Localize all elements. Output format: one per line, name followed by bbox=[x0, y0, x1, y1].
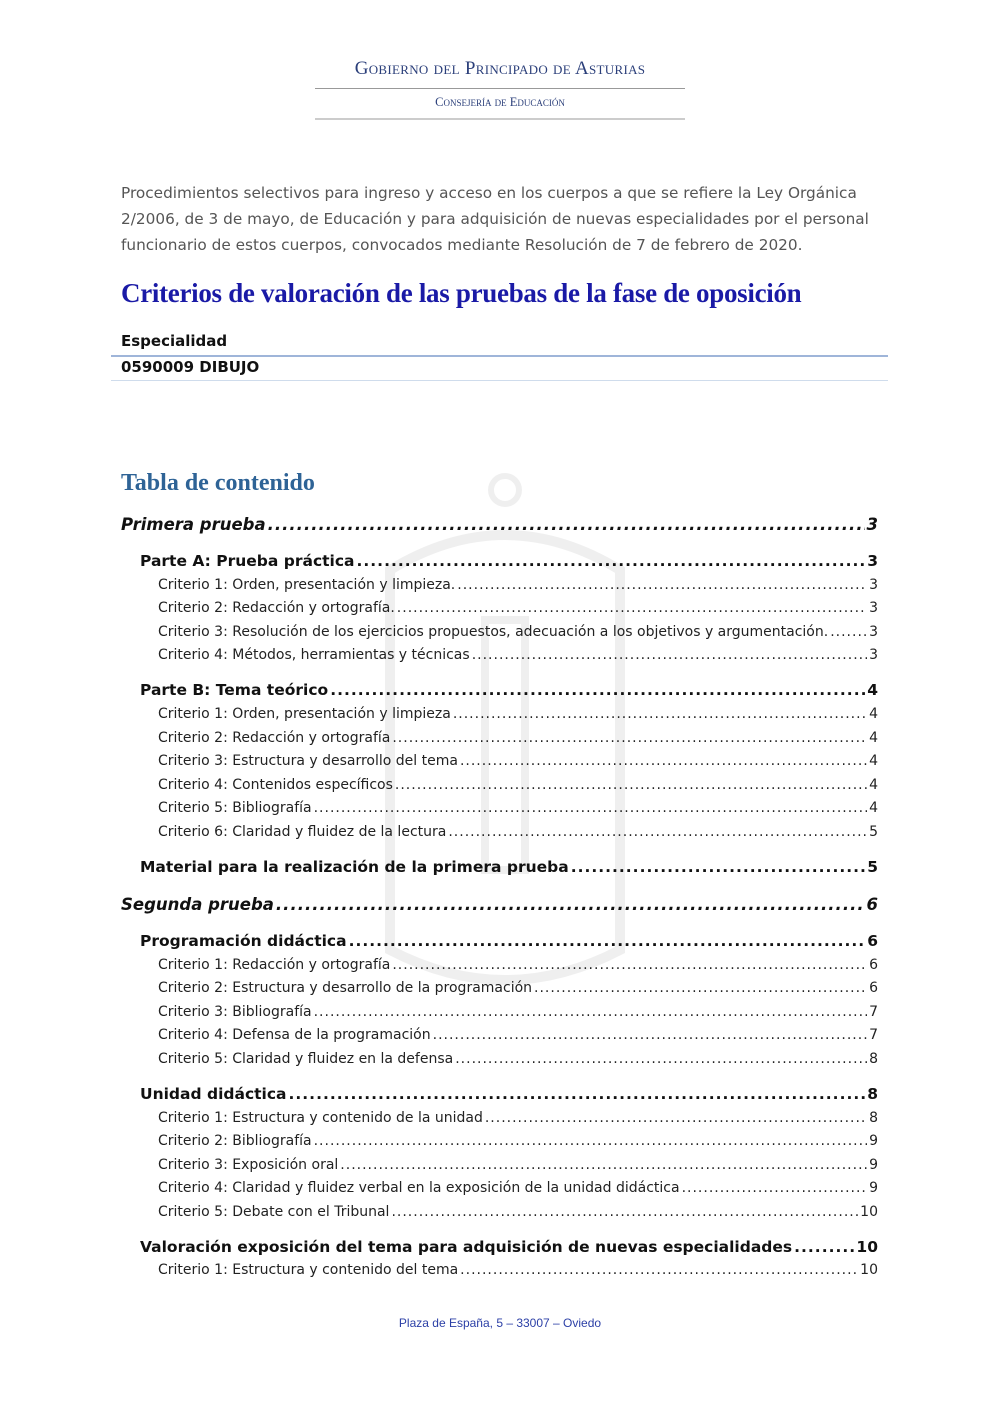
toc-entry-page: 4 bbox=[869, 800, 878, 817]
toc-entry[interactable] bbox=[121, 1024, 878, 1048]
toc-entry[interactable] bbox=[121, 1107, 878, 1131]
toc-entry-title: Criterio 3: Exposición oral bbox=[158, 1156, 339, 1173]
toc-dot-leader bbox=[457, 574, 867, 598]
toc-dot-leader bbox=[340, 1154, 867, 1178]
toc-entry-page: 9 bbox=[869, 1156, 878, 1173]
toc-dot-leader bbox=[392, 954, 867, 978]
toc-entry-page: 9 bbox=[869, 1133, 878, 1150]
toc-entry[interactable] bbox=[121, 1001, 878, 1025]
toc-entry[interactable] bbox=[121, 1236, 878, 1260]
toc-entry-page: 6 bbox=[869, 956, 878, 973]
toc-entry[interactable] bbox=[121, 893, 878, 917]
toc-entry-page: 3 bbox=[869, 600, 878, 617]
letterhead bbox=[315, 58, 685, 120]
toc-entry[interactable] bbox=[121, 1201, 878, 1225]
toc-entry-title: Criterio 1: Orden, presentación y limpieza. bbox=[158, 576, 456, 593]
toc-entry-title: Criterio 1: Orden, presentación y limpieza bbox=[158, 705, 451, 722]
toc-dot-leader bbox=[391, 1201, 858, 1225]
government-name: Gobierno del Principado de Asturias bbox=[315, 58, 685, 89]
toc-dot-leader bbox=[794, 1236, 854, 1260]
toc-entry[interactable] bbox=[121, 821, 878, 845]
toc-entry[interactable] bbox=[121, 679, 878, 703]
toc-entry-page: 7 bbox=[869, 1027, 878, 1044]
toc-entry-title: Primera prueba bbox=[121, 515, 266, 534]
toc-entry-page: 4 bbox=[869, 753, 878, 770]
toc-entry-title: Criterio 6: Claridad y fluidez de la lectura bbox=[158, 823, 447, 840]
toc-entry[interactable] bbox=[121, 1083, 878, 1107]
toc-entry-page: 10 bbox=[856, 1237, 878, 1256]
toc-entry[interactable] bbox=[121, 597, 878, 621]
toc-entry-title: Criterio 3: Bibliografía bbox=[158, 1003, 312, 1020]
toc-entry-title: Parte A: Prueba práctica bbox=[140, 551, 355, 570]
toc-entry-title: Criterio 2: Estructura y desarrollo de la programación bbox=[158, 980, 533, 997]
toc-dot-leader bbox=[433, 1024, 867, 1048]
toc-dot-leader bbox=[460, 1259, 858, 1283]
toc-entry-title: Parte B: Tema teórico bbox=[140, 681, 329, 700]
toc-entry-title: Criterio 5: Debate con el Tribunal bbox=[158, 1203, 390, 1220]
toc-entry[interactable] bbox=[121, 513, 878, 537]
toc-entry[interactable] bbox=[121, 621, 878, 645]
toc-entry-title: Criterio 2: Bibliografía bbox=[158, 1133, 312, 1150]
toc-dot-leader bbox=[314, 797, 867, 821]
toc-entry-title: Criterio 1: Redacción y ortografía bbox=[158, 956, 391, 973]
toc-entry[interactable] bbox=[121, 954, 878, 978]
toc-entry-page: 3 bbox=[869, 647, 878, 664]
toc-entry[interactable] bbox=[121, 1177, 878, 1201]
toc-entry-page: 9 bbox=[869, 1180, 878, 1197]
toc-entry-page: 6 bbox=[869, 980, 878, 997]
toc-entry-title: Criterio 3: Resolución de los ejercicios propuestos, adecuación a los objetivos y argumentación. bbox=[158, 623, 829, 640]
toc-entry-page: 3 bbox=[869, 623, 878, 640]
toc-entry-page: 7 bbox=[869, 1003, 878, 1020]
toc-entry-title: Criterio 1: Estructura y contenido de la unidad bbox=[158, 1109, 483, 1126]
footer-address: Plaza de España, 5 – 33007 – Oviedo bbox=[398, 1316, 602, 1330]
toc-entry[interactable] bbox=[121, 797, 878, 821]
toc-entry-title: Segunda prueba bbox=[121, 894, 274, 914]
toc-entry[interactable] bbox=[121, 856, 878, 880]
toc-entry[interactable] bbox=[121, 977, 878, 1001]
toc-dot-leader bbox=[455, 1048, 867, 1072]
toc-dot-leader bbox=[330, 679, 865, 703]
specialty-table bbox=[111, 330, 888, 381]
toc-entry[interactable] bbox=[121, 550, 878, 574]
toc-entry[interactable] bbox=[121, 727, 878, 751]
toc-entry[interactable] bbox=[121, 703, 878, 727]
toc-dot-leader bbox=[534, 977, 867, 1001]
toc-dot-leader bbox=[395, 774, 867, 798]
document-title: Criterios de valoración de las pruebas de la fase de oposición bbox=[121, 278, 802, 308]
toc-entry-page: 6 bbox=[867, 931, 878, 950]
toc-entry-page: 3 bbox=[869, 576, 878, 593]
toc-entry-title: Valoración exposición del tema para adquisición de nuevas especialidades bbox=[140, 1237, 793, 1256]
toc-entry-title: Material para la realización de la primera prueba bbox=[140, 857, 569, 876]
toc-entry-title: Criterio 3: Estructura y desarrollo del tema bbox=[158, 753, 458, 770]
intro-paragraph: Procedimientos selectivos para ingreso y acceso en los cuerpos a que se refiere la Ley Orgánica 2/2006, de 3 de mayo, de Educación y para adquisición de nuevas especialidades por el personal funcionario de estos cuerpos, convocados mediante Resolución de 7 de febrero de 2020. bbox=[121, 184, 869, 254]
toc-heading: Tabla de contenido bbox=[121, 470, 315, 496]
toc-dot-leader bbox=[268, 513, 865, 537]
specialty-value: 0590009 DIBUJO bbox=[111, 357, 888, 381]
toc-entry[interactable] bbox=[121, 574, 878, 598]
toc-entry-page: 4 bbox=[867, 681, 878, 700]
toc-entry-title: Criterio 1: Estructura y contenido del tema bbox=[158, 1262, 459, 1279]
toc-entry-title: Criterio 5: Claridad y fluidez en la defensa bbox=[158, 1050, 454, 1067]
toc-entry-title: Criterio 2: Redacción y ortografía bbox=[158, 729, 391, 746]
toc-dot-leader bbox=[392, 727, 867, 751]
toc-entry-title: Criterio 2: Redacción y ortografía. bbox=[158, 600, 395, 617]
toc-entry[interactable] bbox=[121, 1048, 878, 1072]
table-of-contents bbox=[121, 513, 878, 1283]
toc-dot-leader bbox=[314, 1130, 867, 1154]
toc-dot-leader bbox=[571, 856, 866, 880]
toc-entry[interactable] bbox=[121, 930, 878, 954]
toc-entry-page: 4 bbox=[869, 705, 878, 722]
toc-entry-page: 8 bbox=[869, 1109, 878, 1126]
toc-dot-leader bbox=[682, 1177, 868, 1201]
toc-entry-title: Criterio 4: Contenidos específicos bbox=[158, 776, 393, 793]
toc-dot-leader bbox=[485, 1107, 867, 1131]
department-name: Consejería de Educación bbox=[315, 95, 685, 120]
toc-entry-title: Criterio 4: Claridad y fluidez verbal en la exposición de la unidad didáctica bbox=[158, 1180, 680, 1197]
toc-dot-leader bbox=[276, 893, 865, 917]
toc-entry[interactable] bbox=[121, 774, 878, 798]
toc-entry[interactable] bbox=[121, 750, 878, 774]
toc-dot-leader bbox=[830, 621, 867, 645]
toc-entry-page: 4 bbox=[869, 776, 878, 793]
toc-entry[interactable] bbox=[121, 1259, 878, 1283]
toc-entry-page: 8 bbox=[867, 1084, 878, 1103]
toc-entry-page: 3 bbox=[866, 515, 878, 534]
toc-dot-leader bbox=[357, 550, 866, 574]
toc-entry-page: 3 bbox=[867, 551, 878, 570]
toc-dot-leader bbox=[397, 597, 867, 621]
toc-entry-title: Criterio 4: Métodos, herramientas y técnicas bbox=[158, 647, 470, 664]
toc-entry-page: 4 bbox=[869, 729, 878, 746]
toc-entry[interactable] bbox=[121, 1154, 878, 1178]
toc-entry-title: Criterio 5: Bibliografía bbox=[158, 800, 312, 817]
toc-dot-leader bbox=[349, 930, 866, 954]
toc-dot-leader bbox=[472, 644, 867, 668]
toc-entry-page: 5 bbox=[869, 823, 878, 840]
toc-entry-page: 10 bbox=[860, 1203, 878, 1220]
toc-entry-page: 8 bbox=[869, 1050, 878, 1067]
toc-dot-leader bbox=[448, 821, 867, 845]
toc-entry-title: Criterio 4: Defensa de la programación bbox=[158, 1027, 431, 1044]
toc-entry[interactable] bbox=[121, 644, 878, 668]
specialty-label: Especialidad bbox=[111, 330, 888, 357]
toc-entry-page: 10 bbox=[860, 1262, 878, 1279]
toc-dot-leader bbox=[314, 1001, 867, 1025]
toc-entry-page: 5 bbox=[867, 857, 878, 876]
toc-dot-leader bbox=[460, 750, 867, 774]
toc-entry-title: Unidad didáctica bbox=[140, 1084, 287, 1103]
toc-dot-leader bbox=[453, 703, 867, 727]
toc-entry[interactable] bbox=[121, 1130, 878, 1154]
toc-dot-leader bbox=[289, 1083, 866, 1107]
toc-entry-title: Programación didáctica bbox=[140, 931, 347, 950]
toc-entry-page: 6 bbox=[866, 894, 878, 914]
